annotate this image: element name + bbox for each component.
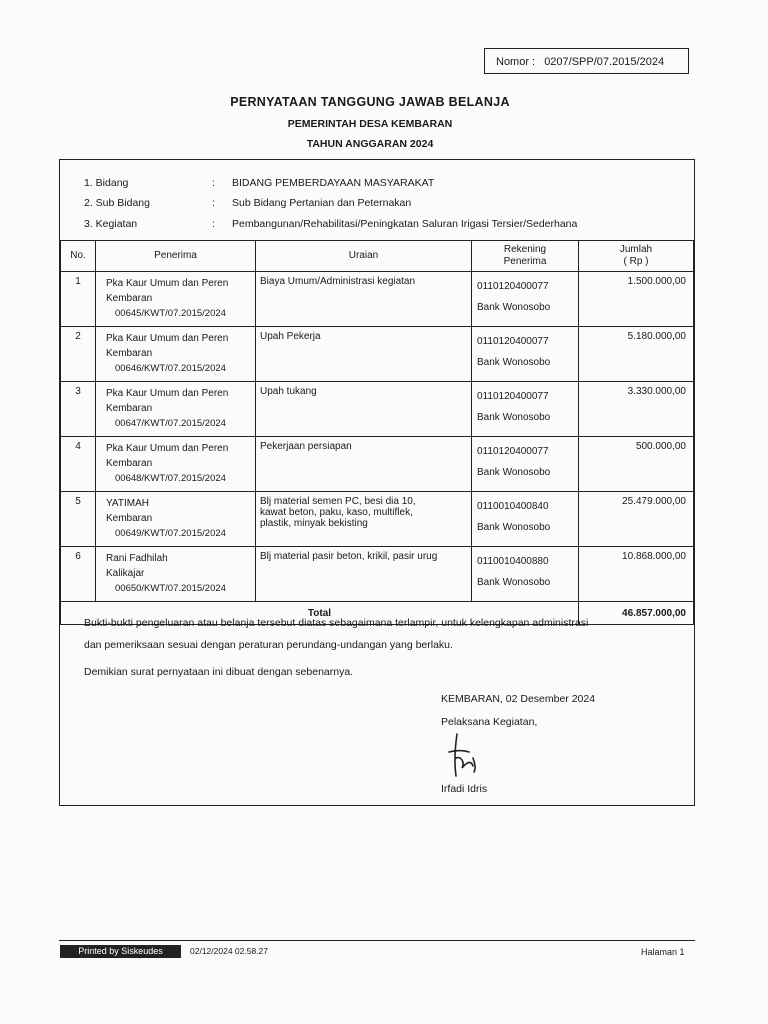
info-value: Sub Bidang Pertanian dan Peternakan <box>232 197 412 209</box>
rekening-bank: Bank Wonosobo <box>477 577 551 588</box>
row-number: 4 <box>61 437 96 492</box>
row-jumlah: 25.479.000,00 <box>579 492 694 547</box>
row-uraian <box>256 382 472 437</box>
uraian-line: Pekerjaan persiapan <box>260 441 352 452</box>
info-separator: : <box>212 197 215 209</box>
signature-image <box>443 728 493 786</box>
document-fiscal-year: TAHUN ANGGARAN 2024 <box>306 138 434 150</box>
penerima-place: Kalikajar <box>106 568 145 579</box>
signature-name: Irfadi Idris <box>441 783 488 795</box>
uraian-line: Biaya Umum/Administrasi kegiatan <box>260 276 416 287</box>
row-uraian <box>256 437 472 492</box>
row-uraian <box>256 492 472 547</box>
document-number-value: 0207/SPP/07.2015/2024 <box>544 56 665 68</box>
table-row <box>61 437 694 492</box>
table-header-row <box>61 241 694 272</box>
info-key: 1. Bidang <box>84 177 129 189</box>
rekening-number: 0110120400077 <box>477 281 549 292</box>
penerima-name: Pka Kaur Umum dan Peren <box>106 388 229 399</box>
document-subtitle: PEMERINTAH DESA KEMBARAN <box>287 118 453 130</box>
row-penerima <box>96 272 256 327</box>
uraian-line: plastik, minyak bekisting <box>260 518 368 529</box>
rekening-number: 0110120400077 <box>477 391 549 402</box>
penerima-name: Pka Kaur Umum dan Peren <box>106 278 229 289</box>
statement-line-1: Bukti-bukti pengeluaran atau belanja tersebut diatas sebagaimana terlampir, untuk kelengkapan administrasi <box>84 617 589 629</box>
info-separator: : <box>212 218 215 230</box>
header-rekening-line1: Rekening <box>503 244 547 255</box>
page-number: Halaman 1 <box>641 947 685 957</box>
header-no: No. <box>61 241 96 272</box>
total-label: Total <box>61 602 579 625</box>
header-rekening <box>472 241 579 272</box>
signature-role: Pelaksana Kegiatan, <box>441 716 538 728</box>
document-frame <box>59 159 695 806</box>
table-row <box>61 492 694 547</box>
penerima-kwitansi: 00650/KWT/07.2015/2024 <box>115 583 226 594</box>
row-jumlah: 3.330.000,00 <box>579 382 694 437</box>
row-uraian <box>256 547 472 602</box>
header-jumlah <box>579 241 694 272</box>
total-value: 46.857.000,00 <box>579 602 694 625</box>
table-row <box>61 272 694 327</box>
row-number: 5 <box>61 492 96 547</box>
expense-table <box>60 240 694 625</box>
penerima-place: Kembaran <box>106 293 153 304</box>
row-rekening <box>472 547 579 602</box>
row-penerima <box>96 492 256 547</box>
penerima-name: Rani Fadhilah <box>106 553 168 564</box>
penerima-kwitansi: 00646/KWT/07.2015/2024 <box>115 363 226 374</box>
rekening-bank: Bank Wonosobo <box>477 357 551 368</box>
signature-place-date: KEMBARAN, 02 Desember 2024 <box>441 693 596 705</box>
table-row <box>61 382 694 437</box>
print-timestamp: 02/12/2024 02.58.27 <box>190 946 268 956</box>
penerima-name: YATIMAH <box>106 498 149 509</box>
row-rekening <box>472 272 579 327</box>
document-number-box <box>484 48 689 74</box>
row-rekening <box>472 327 579 382</box>
penerima-kwitansi: 00649/KWT/07.2015/2024 <box>115 528 226 539</box>
rekening-bank: Bank Wonosobo <box>477 467 551 478</box>
row-jumlah: 10.868.000,00 <box>579 547 694 602</box>
document-title: PERNYATAAN TANGGUNG JAWAB BELANJA <box>230 95 510 109</box>
penerima-place: Kembaran <box>106 403 153 414</box>
row-jumlah: 1.500.000,00 <box>579 272 694 327</box>
uraian-line: kawat beton, paku, kaso, multiflek, <box>260 507 413 518</box>
footer-divider <box>59 940 695 941</box>
row-number: 1 <box>61 272 96 327</box>
row-rekening <box>472 382 579 437</box>
row-number: 6 <box>61 547 96 602</box>
rekening-bank: Bank Wonosobo <box>477 302 551 313</box>
row-rekening <box>472 492 579 547</box>
penerima-kwitansi: 00645/KWT/07.2015/2024 <box>115 308 226 319</box>
document-number-label: Nomor : <box>496 56 536 68</box>
rekening-number: 0110010400880 <box>477 556 549 567</box>
row-jumlah: 5.180.000,00 <box>579 327 694 382</box>
info-separator: : <box>212 177 215 189</box>
row-penerima <box>96 327 256 382</box>
info-key: 2. Sub Bidang <box>84 197 150 209</box>
penerima-place: Kembaran <box>106 513 153 524</box>
uraian-line: Blj material semen PC, besi dia 10, <box>260 496 416 507</box>
header-uraian: Uraian <box>256 241 472 272</box>
rekening-bank: Bank Wonosobo <box>477 522 551 533</box>
info-value: BIDANG PEMBERDAYAAN MASYARAKAT <box>232 177 435 189</box>
uraian-line: Upah tukang <box>260 386 317 397</box>
row-number: 2 <box>61 327 96 382</box>
rekening-number: 0110120400077 <box>477 446 549 457</box>
row-rekening <box>472 437 579 492</box>
rekening-bank: Bank Wonosobo <box>477 412 551 423</box>
penerima-name: Pka Kaur Umum dan Peren <box>106 443 229 454</box>
table-row <box>61 547 694 602</box>
uraian-line: Upah Pekerja <box>260 331 321 342</box>
penerima-kwitansi: 00648/KWT/07.2015/2024 <box>115 473 226 484</box>
row-penerima <box>96 437 256 492</box>
header-rekening-line2: Penerima <box>503 256 547 267</box>
penerima-place: Kembaran <box>106 458 153 469</box>
info-value: Pembangunan/Rehabilitasi/Peningkatan Saluran Irigasi Tersier/Sederhana <box>232 218 578 230</box>
rekening-number: 0110010400840 <box>477 501 549 512</box>
row-penerima <box>96 547 256 602</box>
header-jumlah-line2: ( Rp ) <box>623 256 649 267</box>
penerima-place: Kembaran <box>106 348 153 359</box>
statement-line-3: Demikian surat pernyataan ini dibuat dengan sebenarnya. <box>84 666 354 678</box>
penerima-kwitansi: 00647/KWT/07.2015/2024 <box>115 418 226 429</box>
printed-by-badge: Printed by Siskeudes <box>60 945 181 958</box>
row-jumlah: 500.000,00 <box>579 437 694 492</box>
statement-line-2: dan pemeriksaan sesuai dengan peraturan perundang-undangan yang berlaku. <box>84 639 453 651</box>
uraian-line: Blj material pasir beton, krikil, pasir urug <box>260 551 438 562</box>
table-row <box>61 327 694 382</box>
row-penerima <box>96 382 256 437</box>
header-penerima: Penerima <box>96 241 256 272</box>
info-key: 3. Kegiatan <box>84 218 138 230</box>
row-number: 3 <box>61 382 96 437</box>
row-uraian <box>256 272 472 327</box>
row-uraian <box>256 327 472 382</box>
rekening-number: 0110120400077 <box>477 336 549 347</box>
penerima-name: Pka Kaur Umum dan Peren <box>106 333 229 344</box>
header-jumlah-line1: Jumlah <box>619 244 653 255</box>
